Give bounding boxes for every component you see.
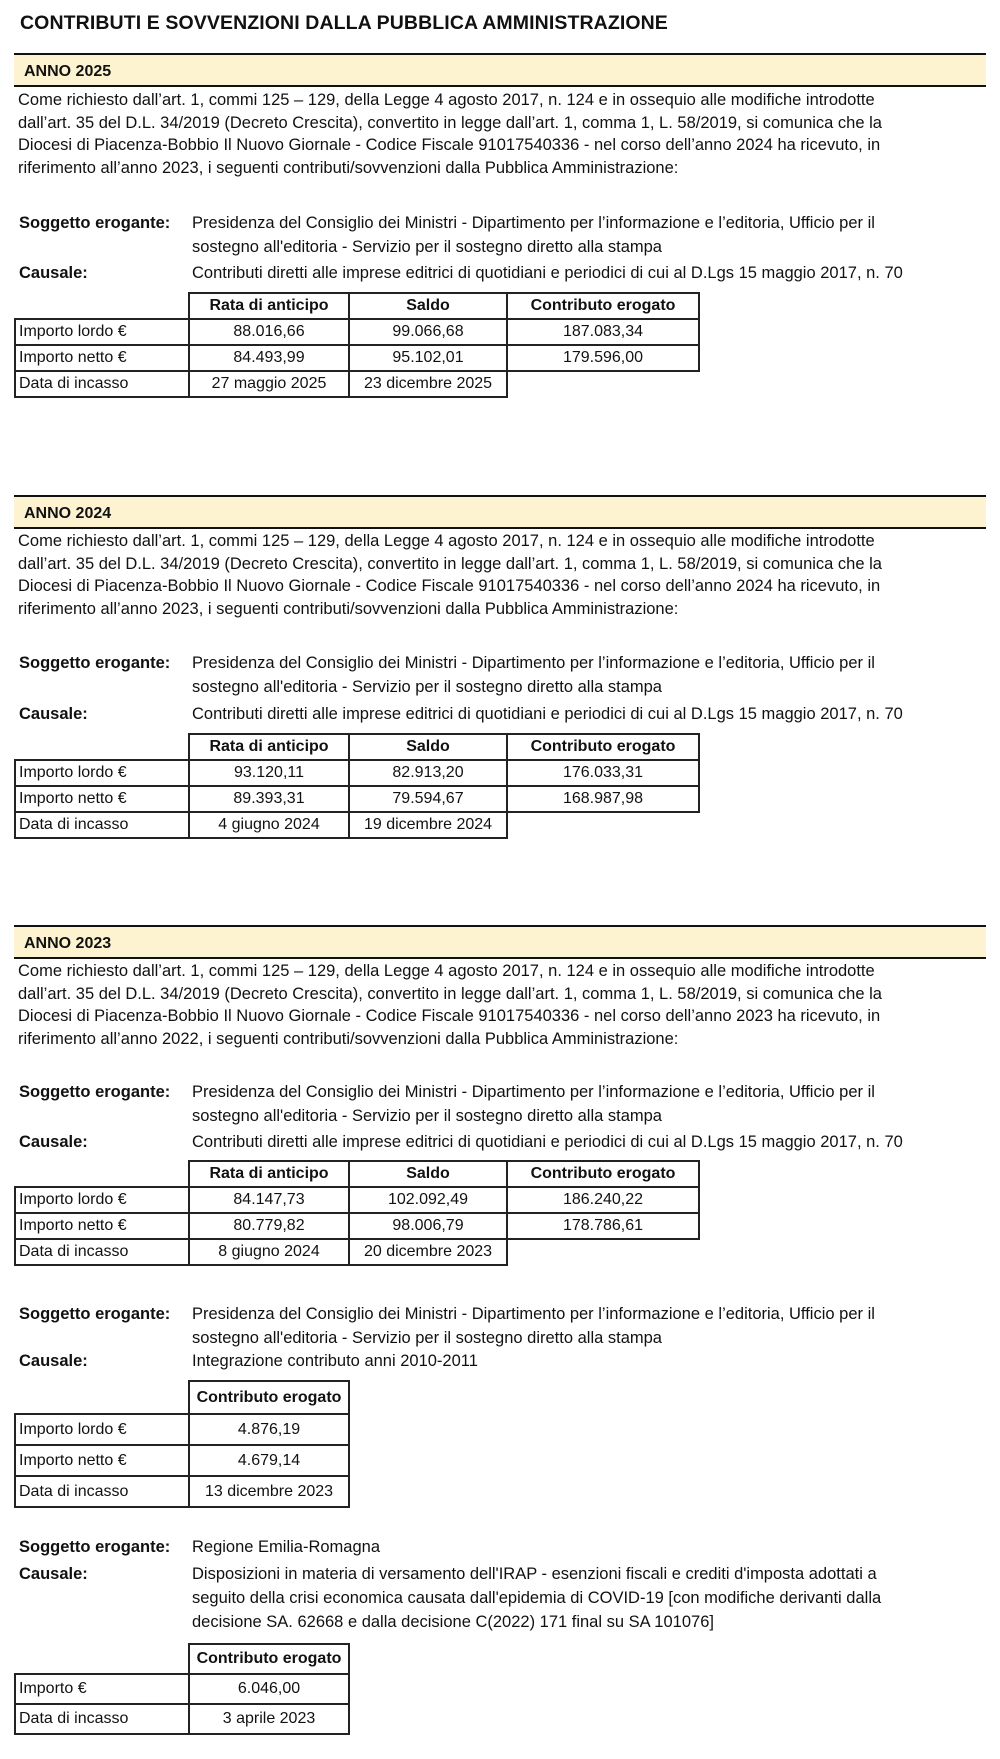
causale-label: Causale: — [19, 1352, 88, 1370]
cell-empty — [507, 1239, 699, 1265]
causale-value: Contributi diretti alle imprese editrici di quotidiani e periodici di cui al D.Lgs 15 maggio 2017, n. 70 — [192, 264, 903, 282]
row-label: Importo € — [15, 1674, 189, 1704]
paragraph-line: dall’art. 35 del D.L. 34/2019 (Decreto Crescita), convertito in legge dall’art. 1, comma 1, L. 58/2019, si comunica che la — [18, 984, 882, 1003]
paragraph-line: Come richiesto dall’art. 1, commi 125 – 129, della Legge 4 agosto 2017, n. 124 e in ossequio alle modifiche introdotte — [18, 91, 875, 109]
cell-anticipo: 89.393,31 — [189, 786, 349, 812]
soggetto-value — [192, 651, 875, 699]
col-header-anticipo: Rata di anticipo — [189, 734, 349, 760]
row-label: Data di incasso — [15, 1239, 189, 1265]
table-row — [15, 371, 699, 397]
col-header-anticipo: Rata di anticipo — [189, 1161, 349, 1187]
cell-totale: 187.083,34 — [507, 319, 699, 345]
table-row — [15, 1704, 349, 1734]
soggetto-line: sostegno all'editoria - Servizio per il sostegno diretto alla stampa — [192, 238, 662, 256]
causale-value: Contributi diretti alle imprese editrici di quotidiani e periodici di cui al D.Lgs 15 maggio 2017, n. 70 — [192, 1133, 903, 1151]
cell-saldo: 19 dicembre 2024 — [349, 812, 507, 838]
causale-label: Causale: — [19, 1565, 88, 1583]
cell-saldo: 102.092,49 — [349, 1187, 507, 1213]
table-row — [15, 1239, 699, 1265]
cell-empty — [507, 812, 699, 838]
row-label: Data di incasso — [15, 1476, 189, 1507]
contributi-table-2023 — [14, 1160, 700, 1266]
cell-saldo: 82.913,20 — [349, 760, 507, 786]
soggetto-label: Soggetto erogante: — [19, 1538, 171, 1556]
col-header-totale: Contributo erogato — [507, 293, 699, 319]
section-heading: ANNO 2024 — [24, 505, 112, 522]
cell-totale: 186.240,22 — [507, 1187, 699, 1213]
causale-value: Integrazione contributo anni 2010-2011 — [192, 1352, 478, 1370]
cell-saldo: 95.102,01 — [349, 345, 507, 371]
soggetto-value — [192, 1080, 875, 1128]
section-paragraph-2024 — [18, 530, 968, 620]
causale-line: seguito della crisi economica causata dall'epidemia di COVID-19 [con modifiche derivanti dalla — [192, 1589, 882, 1607]
table-header-row — [15, 1644, 349, 1674]
soggetto-line: Presidenza del Consiglio dei Ministri - Dipartimento per l’informazione e l’editoria, Ufficio per il — [192, 1305, 875, 1323]
table-row — [15, 812, 699, 838]
paragraph-line: Come richiesto dall’art. 1, commi 125 – 129, della Legge 4 agosto 2017, n. 124 e in ossequio alle modifiche introdotte — [18, 532, 875, 550]
paragraph-line: Diocesi di Piacenza-Bobbio Il Nuovo Giornale - Codice Fiscale 91017540336 - nel corso dell’anno 2024 ha ricevuto, in — [18, 136, 881, 154]
causale-label: Causale: — [19, 1133, 88, 1151]
section-header-2025 — [14, 53, 986, 87]
cell-anticipo: 4 giugno 2024 — [189, 812, 349, 838]
col-header-totale: Contributo erogato — [189, 1644, 349, 1674]
table-corner — [15, 1381, 189, 1414]
row-label: Importo netto € — [15, 1213, 189, 1239]
soggetto-label: Soggetto erogante: — [19, 1083, 171, 1101]
causale-value: Contributi diretti alle imprese editrici di quotidiani e periodici di cui al D.Lgs 15 maggio 2017, n. 70 — [192, 705, 903, 723]
table-header-row — [15, 293, 699, 319]
row-label: Importo netto € — [15, 1445, 189, 1476]
causale-value — [192, 1562, 881, 1634]
soggetto-value — [192, 1302, 875, 1350]
section-paragraph-2023 — [18, 960, 968, 1050]
soggetto-line: Presidenza del Consiglio dei Ministri - Dipartimento per l’informazione e l’editoria, Ufficio per il — [192, 654, 875, 672]
paragraph-line: riferimento all’anno 2023, i seguenti contributi/sovvenzioni dalla Pubblica Amministrazione: — [18, 158, 679, 177]
cell-totale: 6.046,00 — [189, 1674, 349, 1704]
row-label: Importo lordo € — [15, 1414, 189, 1445]
table-row — [15, 1445, 349, 1476]
col-header-totale: Contributo erogato — [189, 1381, 349, 1414]
table-header-row — [15, 1161, 699, 1187]
cell-totale: 179.596,00 — [507, 345, 699, 371]
contributi-table-2025 — [14, 292, 700, 398]
cell-anticipo: 84.493,99 — [189, 345, 349, 371]
table-corner — [15, 293, 189, 319]
paragraph-line: dall’art. 35 del D.L. 34/2019 (Decreto Crescita), convertito in legge dall’art. 1, comma 1, L. 58/2019, si comunica che la — [18, 554, 882, 573]
soggetto-line: Presidenza del Consiglio dei Ministri - Dipartimento per l’informazione e l’editoria, Ufficio per il — [192, 1083, 875, 1101]
table-row — [15, 1213, 699, 1239]
cell-empty — [507, 371, 699, 397]
soggetto-value — [192, 211, 875, 259]
cell-anticipo: 27 maggio 2025 — [189, 371, 349, 397]
table-row — [15, 760, 699, 786]
table-row — [15, 1674, 349, 1704]
cell-saldo: 98.006,79 — [349, 1213, 507, 1239]
row-label: Importo netto € — [15, 345, 189, 371]
row-label: Importo lordo € — [15, 760, 189, 786]
section-paragraph-2025 — [18, 89, 968, 179]
page-title: CONTRIBUTI E SOVVENZIONI DALLA PUBBLICA AMMINISTRAZIONE — [20, 12, 668, 34]
col-header-totale: Contributo erogato — [507, 1161, 699, 1187]
cell-anticipo: 88.016,66 — [189, 319, 349, 345]
table-corner — [15, 734, 189, 760]
col-header-saldo: Saldo — [349, 734, 507, 760]
paragraph-line: Diocesi di Piacenza-Bobbio Il Nuovo Giornale - Codice Fiscale 91017540336 - nel corso dell’anno 2024 ha ricevuto, in — [18, 577, 881, 595]
table-row — [15, 786, 699, 812]
cell-anticipo: 80.779,82 — [189, 1213, 349, 1239]
cell-saldo: 99.066,68 — [349, 319, 507, 345]
table-row — [15, 1187, 699, 1213]
paragraph-line: Diocesi di Piacenza-Bobbio Il Nuovo Giornale - Codice Fiscale 91017540336 - nel corso dell’anno 2023 ha ricevuto, in — [18, 1007, 881, 1025]
section-header-2023 — [14, 925, 986, 959]
section-heading: ANNO 2025 — [24, 63, 112, 80]
cell-anticipo: 84.147,73 — [189, 1187, 349, 1213]
soggetto-value: Regione Emilia-Romagna — [192, 1538, 381, 1556]
soggetto-line: sostegno all'editoria - Servizio per il sostegno diretto alla stampa — [192, 1107, 662, 1125]
col-header-anticipo: Rata di anticipo — [189, 293, 349, 319]
paragraph-line: riferimento all’anno 2023, i seguenti contributi/sovvenzioni dalla Pubblica Amministrazione: — [18, 599, 679, 618]
contributi-table-2024 — [14, 733, 700, 839]
col-header-totale: Contributo erogato — [507, 734, 699, 760]
cell-totale: 178.786,61 — [507, 1213, 699, 1239]
row-label: Importo lordo € — [15, 1187, 189, 1213]
cell-totale: 4.679,14 — [189, 1445, 349, 1476]
cell-anticipo: 8 giugno 2024 — [189, 1239, 349, 1265]
soggetto-line: sostegno all'editoria - Servizio per il sostegno diretto alla stampa — [192, 678, 662, 696]
col-header-saldo: Saldo — [349, 293, 507, 319]
soggetto-label: Soggetto erogante: — [19, 1305, 171, 1323]
table-header-row — [15, 734, 699, 760]
cell-totale: 3 aprile 2023 — [189, 1704, 349, 1734]
cell-totale: 176.033,31 — [507, 760, 699, 786]
soggetto-label: Soggetto erogante: — [19, 654, 171, 672]
cell-totale: 13 dicembre 2023 — [189, 1476, 349, 1507]
row-label: Importo netto € — [15, 786, 189, 812]
table-header-row — [15, 1381, 349, 1414]
irap-table — [14, 1643, 350, 1735]
row-label: Data di incasso — [15, 1704, 189, 1734]
section-heading: ANNO 2023 — [24, 935, 112, 952]
soggetto-line: sostegno all'editoria - Servizio per il sostegno diretto alla stampa — [192, 1329, 662, 1347]
paragraph-line: Come richiesto dall’art. 1, commi 125 – 129, della Legge 4 agosto 2017, n. 124 e in ossequio alle modifiche introdotte — [18, 962, 875, 980]
paragraph-line: dall’art. 35 del D.L. 34/2019 (Decreto Crescita), convertito in legge dall’art. 1, comma 1, L. 58/2019, si comunica che la — [18, 113, 882, 132]
table-corner — [15, 1644, 189, 1674]
section-header-2024 — [14, 495, 986, 529]
cell-saldo: 79.594,67 — [349, 786, 507, 812]
integrazione-table — [14, 1380, 350, 1508]
row-label: Data di incasso — [15, 812, 189, 838]
soggetto-line: Presidenza del Consiglio dei Ministri - Dipartimento per l’informazione e l’editoria, Ufficio per il — [192, 214, 875, 232]
cell-totale: 4.876,19 — [189, 1414, 349, 1445]
cell-anticipo: 93.120,11 — [189, 760, 349, 786]
col-header-saldo: Saldo — [349, 1161, 507, 1187]
causale-line: decisione SA. 62668 e dalla decisione C(2022) 171 final su SA 101076] — [192, 1613, 714, 1631]
causale-line: Disposizioni in materia di versamento dell'IRAP - esenzioni fiscali e crediti d'imposta adottati a — [192, 1565, 877, 1583]
table-row — [15, 1414, 349, 1445]
row-label: Data di incasso — [15, 371, 189, 397]
row-label: Importo lordo € — [15, 319, 189, 345]
table-row — [15, 1476, 349, 1507]
table-row — [15, 319, 699, 345]
soggetto-label: Soggetto erogante: — [19, 214, 171, 232]
causale-label: Causale: — [19, 705, 88, 723]
table-row — [15, 345, 699, 371]
cell-totale: 168.987,98 — [507, 786, 699, 812]
paragraph-line: riferimento all’anno 2022, i seguenti contributi/sovvenzioni dalla Pubblica Amministrazione: — [18, 1029, 679, 1048]
table-corner — [15, 1161, 189, 1187]
causale-label: Causale: — [19, 264, 88, 282]
cell-saldo: 20 dicembre 2023 — [349, 1239, 507, 1265]
cell-saldo: 23 dicembre 2025 — [349, 371, 507, 397]
